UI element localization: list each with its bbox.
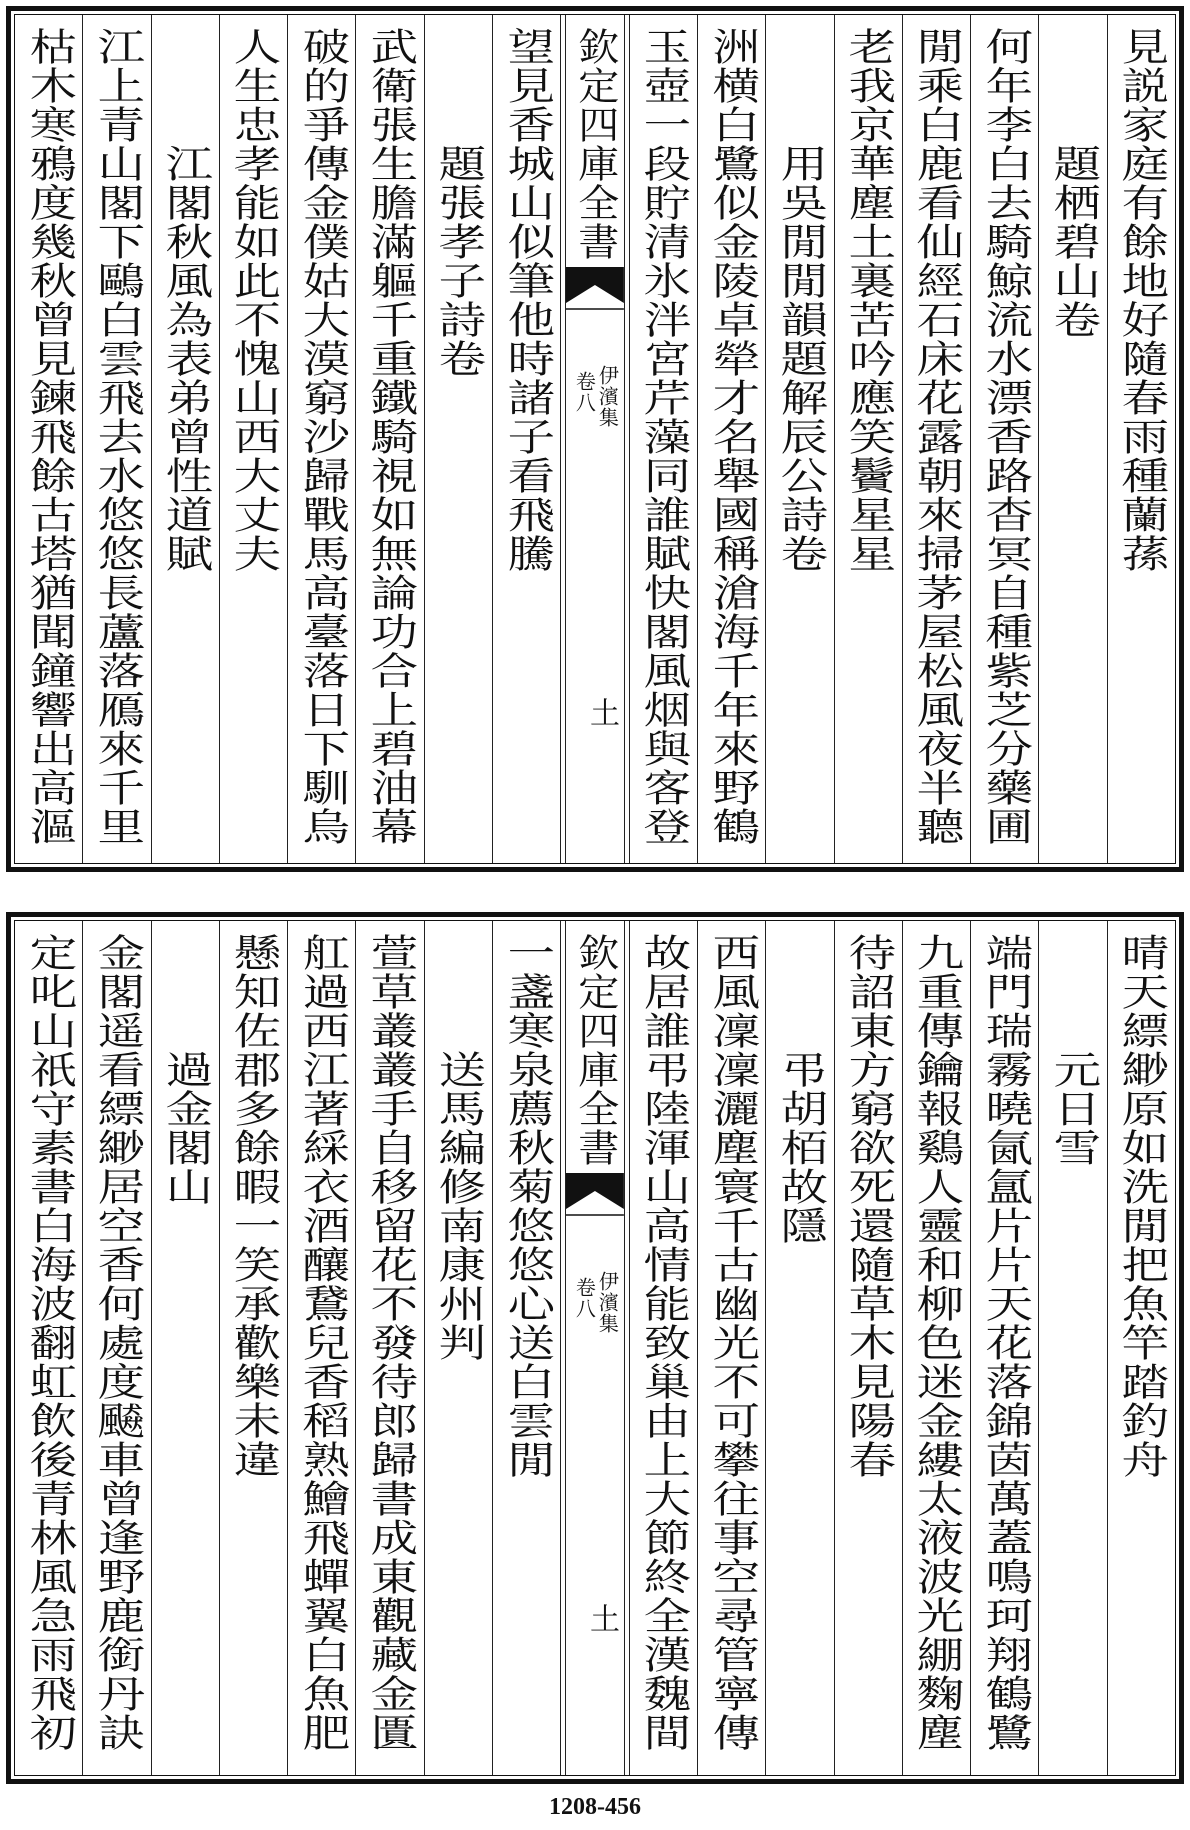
top-page-column-grid bbox=[14, 14, 1176, 864]
column-text: 人生忠孝能如此不愧山西大丈夫 bbox=[225, 27, 281, 573]
text-column bbox=[219, 921, 287, 1775]
column-text: 待詔東方窮欲死還隨草木見陽春 bbox=[840, 933, 896, 1479]
fish-tail-mark bbox=[566, 267, 624, 311]
poem-title: 題張孝子詩卷 bbox=[430, 144, 486, 378]
text-column bbox=[492, 921, 560, 1775]
poem-title-column bbox=[424, 15, 492, 863]
column-text: 一盞寒泉薦秋菊悠悠心送白雲閒 bbox=[499, 933, 555, 1479]
center-fold-column bbox=[560, 921, 628, 1775]
column-text: 西風凜凜灑塵寰千古幽光不可攀往事空尋管寧傳 bbox=[704, 933, 760, 1752]
text-column bbox=[902, 15, 970, 863]
catalog-number: 1208-456 bbox=[549, 1794, 641, 1820]
text-column bbox=[287, 15, 355, 863]
top-half-page bbox=[6, 6, 1184, 872]
column-text: 閒乘白鹿看仙經石床花露朝來掃茅屋松風夜半聽 bbox=[908, 27, 964, 846]
column-text: 萱草叢叢手自移留花不發待郎歸書成東觀藏金匱 bbox=[362, 933, 418, 1752]
column-text: 金閣遥看縹緲居空香何處度飇車曾逢野鹿銜丹訣 bbox=[89, 933, 145, 1752]
column-text: 枯木寒鴉度幾秋曾見鍊飛餘古塔猶聞鐘響出高漚 bbox=[21, 27, 77, 846]
column-text: 故居誰弔陸渾山高情能致巢由上大節終全漢魏間 bbox=[635, 933, 691, 1752]
column-text: 舡過西江著綵衣酒釀鵞兒香稻熟鱠飛蟬翼白魚肥 bbox=[294, 933, 350, 1752]
text-column bbox=[629, 15, 697, 863]
column-text: 定叱山祇守素書白海波翻虹飲後青林風急雨飛初 bbox=[21, 933, 77, 1752]
bottom-half-page bbox=[6, 912, 1184, 1784]
text-column bbox=[287, 921, 355, 1775]
text-column bbox=[834, 921, 902, 1775]
poem-title: 弔胡栢故隱 bbox=[772, 1050, 828, 1245]
poem-title: 題栖碧山卷 bbox=[1045, 144, 1101, 339]
bottom-page-column-grid bbox=[14, 920, 1176, 1776]
volume-label: 卷八 bbox=[572, 1277, 597, 1319]
poem-title-column bbox=[1038, 921, 1106, 1775]
column-text: 九重傳鑰報鷄人靈和柳色迷金縷太液波光綳麴塵 bbox=[908, 933, 964, 1752]
fish-tail-mark bbox=[566, 1173, 624, 1217]
text-column bbox=[697, 921, 765, 1775]
poem-title-column bbox=[765, 15, 833, 863]
text-column bbox=[219, 15, 287, 863]
text-column bbox=[970, 15, 1038, 863]
poem-title-column bbox=[151, 15, 219, 863]
text-column bbox=[82, 15, 150, 863]
column-text: 見説家庭有餘地好隨春雨種蘭蓀 bbox=[1113, 27, 1169, 573]
series-title: 欽定四庫全書 bbox=[571, 933, 619, 1167]
poem-title: 用吳閒閒韻題解辰公詩卷 bbox=[772, 144, 828, 573]
poem-title: 送馬編修南康州判 bbox=[430, 1050, 486, 1362]
text-column bbox=[15, 921, 82, 1775]
poem-title: 過金閣山 bbox=[157, 1050, 213, 1206]
poem-title-column bbox=[424, 921, 492, 1775]
text-column bbox=[1107, 921, 1175, 1775]
column-text: 江上青山閣下鷗白雲飛去水悠悠長蘆落鴈來千里 bbox=[89, 27, 145, 846]
poem-title: 元日雪 bbox=[1045, 1050, 1101, 1167]
column-text: 玉壺一段貯清氷泮宮芹藻同誰賦快閣風烟與客登 bbox=[635, 27, 691, 846]
column-text: 端門瑞霧曉氤氲片片天花落錦茵萬蓋鳴珂翔鶴鷺 bbox=[977, 933, 1033, 1752]
poem-title: 江閣秋風為表弟曾性道賦 bbox=[157, 144, 213, 573]
text-column bbox=[834, 15, 902, 863]
column-text: 武衛張生膽滿軀千重鐵騎視如無論功合上碧油幕 bbox=[362, 27, 418, 846]
book-title: 伊濱集 bbox=[595, 365, 620, 428]
column-text: 何年李白去騎鯨流水漂香路杳冥自種紫芝分藥圃 bbox=[977, 27, 1033, 846]
text-column bbox=[355, 921, 423, 1775]
text-column bbox=[355, 15, 423, 863]
poem-title-column bbox=[151, 921, 219, 1775]
column-text: 老我京華塵土裏苦吟應笑鬢星星 bbox=[840, 27, 896, 573]
text-column bbox=[902, 921, 970, 1775]
volume-label: 卷八 bbox=[572, 371, 597, 413]
text-column bbox=[697, 15, 765, 863]
text-column bbox=[15, 15, 82, 863]
text-column bbox=[82, 921, 150, 1775]
center-fold-column bbox=[560, 15, 628, 863]
column-text: 望見香城山似筆他時諸子看飛騰 bbox=[499, 27, 555, 573]
poem-title-column bbox=[1038, 15, 1106, 863]
text-column bbox=[629, 921, 697, 1775]
poem-title-column bbox=[765, 921, 833, 1775]
text-column bbox=[492, 15, 560, 863]
column-text: 洲横白鷺似金陵卓犖才名舉國稱滄海千年來野鶴 bbox=[704, 27, 760, 846]
series-title: 欽定四庫全書 bbox=[571, 27, 619, 261]
column-text: 懸知佐郡多餘暇一笑承歡樂未違 bbox=[225, 933, 281, 1479]
column-text: 晴天縹緲原如洗閒把魚竿踏釣舟 bbox=[1113, 933, 1169, 1479]
text-column bbox=[970, 921, 1038, 1775]
book-title: 伊濱集 bbox=[595, 1271, 620, 1334]
column-text: 破的爭傳金僕姑大漠窮沙歸戰馬高臺落日下馴烏 bbox=[294, 27, 350, 846]
page-number: 土 bbox=[583, 697, 619, 727]
page-number: 土 bbox=[583, 1603, 619, 1633]
text-column bbox=[1107, 15, 1175, 863]
